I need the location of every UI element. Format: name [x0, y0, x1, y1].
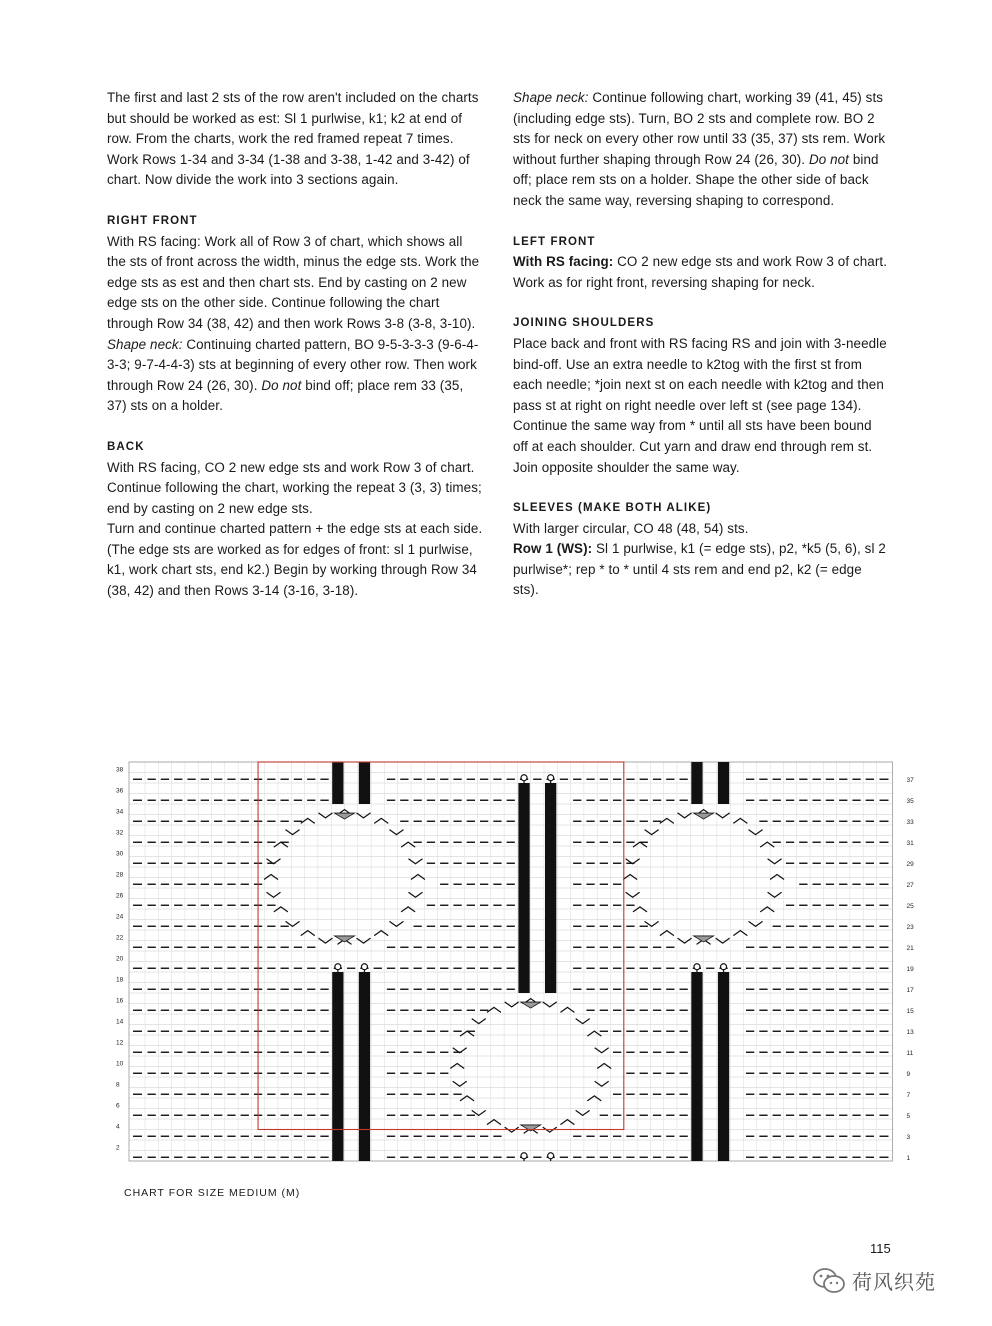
row-number-right: 15	[906, 1008, 914, 1015]
cross-stitch-symbol	[487, 1120, 501, 1125]
row-number-left: 8	[116, 1081, 120, 1089]
slip-stitch-bar	[332, 762, 343, 804]
right-front-neck-paragraph	[107, 335, 483, 417]
left-row-numbers	[116, 767, 124, 1152]
left-front-section	[513, 232, 889, 294]
right-column	[513, 88, 889, 601]
row-number-right: 23	[906, 924, 914, 931]
row-number-right: 7	[906, 1092, 911, 1099]
cross-stitch-symbol	[374, 818, 388, 823]
row-number-left: 28	[116, 871, 124, 879]
cross-stitch-symbol	[411, 875, 425, 880]
yarn-over-symbol	[694, 964, 700, 970]
row-number-left: 34	[116, 808, 124, 816]
cross-stitch-symbol	[389, 921, 403, 926]
cross-stitch-symbol	[660, 931, 674, 936]
cross-stitch-symbol	[749, 921, 763, 926]
back-paragraph-2: Turn and continue charted pattern + the edge sts at each side. (The edge sts are worked as for edges of front: sl 1 purlwise, k1, work chart sts, end k2.) Begin by working through Row 34 (38, 42) and then Rows 3-14 (3-16, 3-18).	[107, 521, 483, 599]
wechat-icon	[812, 1267, 846, 1295]
cross-stitch-symbol	[274, 907, 288, 912]
cross-stitch-symbol	[768, 859, 782, 864]
do-not-text: Do not	[261, 377, 302, 393]
row-number-left: 26	[116, 892, 124, 900]
do-not-text: Do not	[808, 151, 850, 167]
cross-stitch-symbol	[408, 892, 422, 897]
yarn-over-symbol	[521, 1153, 527, 1159]
row-number-left: 22	[116, 934, 124, 942]
cross-stitch-symbol	[264, 875, 278, 880]
row-1-text: Sl 1 purlwise, k1 (= edge sts), p2, *k5 (5, 6), sl 2 purlwise*; rep * to * until 4 sts rem and end p2, k2 (= edge sts).	[513, 541, 886, 598]
row-number-right: 27	[906, 882, 914, 889]
decrease-symbol	[694, 936, 714, 942]
cross-stitch-symbol	[401, 842, 415, 847]
cross-stitch-symbol	[389, 830, 403, 835]
decrease-symbol	[335, 936, 355, 942]
back-neck-text-b: bind off; place rem sts on a holder. Shape the other side of back neck the same way, reversing shaping to correspond.	[513, 151, 879, 208]
knitting-chart	[112, 756, 914, 1168]
row-number-right: 31	[906, 840, 914, 847]
row-number-right: 3	[906, 1134, 911, 1141]
back-neck-paragraph	[513, 88, 889, 212]
cross-stitch-symbol	[357, 813, 371, 818]
row-number-left: 16	[116, 997, 124, 1005]
slip-stitch-bar	[359, 972, 370, 1161]
cross-stitch-symbol	[543, 1002, 557, 1007]
row-number-left: 6	[116, 1102, 120, 1110]
yarn-over-symbol	[361, 964, 367, 970]
decrease-symbol	[521, 1002, 541, 1008]
slip-stitch-bar	[332, 972, 343, 1161]
left-front-heading: LEFT FRONT	[513, 235, 596, 248]
slip-stitch-bar	[518, 783, 529, 993]
row-number-left: 18	[116, 976, 124, 984]
joining-shoulders-paragraph: Place back and front with RS facing RS and join with 3-needle bind-off. Use an extra needle to k2tog with the first st from each needle; *join next st on each needle with k2tog and then pass st at right on right needle over left st (see page 134). Continue the same way from * until all sts have been bound off at each shoulder. Cut yarn and draw end through rem st. Join opposite shoulder the same way.	[513, 335, 887, 475]
watermark-text: 荷风织苑	[852, 1272, 936, 1294]
row-number-right: 17	[906, 987, 914, 994]
row-number-right: 37	[906, 777, 914, 784]
row-number-left: 36	[116, 787, 124, 795]
joining-shoulders-section	[513, 313, 889, 478]
cross-stitch-symbol	[472, 1019, 486, 1024]
row-number-right: 1	[906, 1155, 911, 1162]
left-front-text: CO 2 new edge sts and work Row 3 of chart. Work as for right front, reversing shaping for neck.	[513, 254, 888, 290]
sleeves-heading: SLEEVES (MAKE BOTH ALIKE)	[513, 502, 712, 515]
cross-stitch-symbol	[733, 818, 747, 823]
row-number-left: 38	[116, 766, 124, 774]
right-row-numbers	[907, 777, 915, 1162]
left-front-paragraph	[513, 252, 889, 293]
cross-stitch-symbol	[597, 1064, 611, 1069]
cross-stitch-symbol	[560, 1120, 574, 1125]
watermark	[812, 1266, 936, 1295]
cross-stitch-symbol	[595, 1048, 609, 1053]
row-number-right: 21	[906, 945, 914, 952]
cross-stitch-symbol	[716, 813, 730, 818]
cross-stitch-symbol	[460, 1096, 474, 1101]
back-section	[107, 437, 483, 602]
row-number-left: 24	[116, 913, 124, 921]
slip-stitch-bar	[718, 762, 729, 804]
right-front-section	[107, 211, 483, 417]
shape-neck-label: Shape neck:	[107, 336, 183, 352]
neck-text-b: bind off; place rem 33 (35, 37) sts on a holder.	[107, 377, 464, 414]
right-front-paragraph: With RS facing: Work all of Row 3 of chart, which shows all the sts of front across the width, minus the edge sts. Work the edge sts as est and then chart sts. End by casting on 2 new edge sts on the other side. Continue following the chart through Row 34 (38, 42) and then work Rows 3-8 (3-8, 3-10).	[107, 233, 480, 331]
cross-stitch-symbol	[450, 1064, 464, 1069]
cross-stitch-symbol	[401, 907, 415, 912]
chart-caption: CHART FOR SIZE MEDIUM (M)	[124, 1187, 301, 1199]
sleeves-section	[513, 498, 889, 601]
cross-stitch-symbol	[301, 818, 315, 823]
slip-stitch-bar	[545, 783, 556, 993]
decrease-symbol	[694, 813, 714, 819]
page-number: 115	[870, 1241, 891, 1256]
row-number-right: 13	[906, 1029, 914, 1036]
shape-neck-label: Shape neck:	[513, 90, 589, 105]
row-number-left: 30	[116, 850, 124, 858]
slip-stitch-bar	[359, 762, 370, 804]
slip-stitch-bar	[691, 762, 702, 804]
neck-text-a: Continuing charted pattern, BO 9-5-3-3-3 (9-6-4-3-3; 9-7-4-4-3) sts at beginning of every other row. Then work through Row 24 (26, 30).	[107, 336, 479, 393]
red-repeat-frame	[258, 762, 624, 1130]
back-neck-text-a: Continue following chart, working 39 (41, 45) sts (including edge sts). Turn, BO 2 sts and complete row. BO 2 sts for neck on every other row until 33 (35, 37) sts rem. Work without further shaping through Row 24 (26, 30).	[513, 90, 886, 167]
row-number-right: 9	[906, 1071, 911, 1078]
row-1-label: Row 1 (WS):	[513, 541, 593, 557]
cross-stitch-symbol	[733, 931, 747, 936]
cross-stitch-symbol	[286, 830, 300, 835]
cross-stitch-symbol	[487, 1007, 501, 1012]
cross-stitch-symbol	[453, 1081, 467, 1086]
rs-facing-label: With RS facing:	[513, 254, 614, 270]
cross-stitch-symbol	[678, 813, 692, 818]
cross-stitch-symbol	[623, 875, 637, 880]
row-number-left: 14	[116, 1018, 124, 1026]
cross-stitch-symbol	[645, 830, 659, 835]
cross-stitch-symbol	[595, 1081, 609, 1086]
row-number-right: 19	[906, 966, 914, 973]
cross-stitch-symbol	[626, 892, 640, 897]
row-number-right: 35	[906, 798, 914, 805]
cross-stitch-symbol	[576, 1110, 590, 1115]
row-number-right: 11	[906, 1050, 914, 1057]
cross-stitch-symbol	[576, 1019, 590, 1024]
cross-stitch-symbol	[760, 842, 774, 847]
yarn-over-symbol	[521, 775, 527, 781]
back-heading: BACK	[107, 440, 145, 453]
cross-stitch-symbol	[660, 818, 674, 823]
row-number-left: 12	[116, 1039, 124, 1047]
row-number-right: 33	[906, 819, 914, 826]
cross-stitch-symbol	[768, 892, 782, 897]
cross-stitch-symbol	[587, 1031, 601, 1036]
row-number-right: 25	[906, 903, 914, 910]
row-number-left: 4	[116, 1123, 120, 1131]
row-number-left: 10	[116, 1060, 124, 1068]
cross-stitch-symbol	[560, 1007, 574, 1012]
sleeves-paragraph: With larger circular, CO 48 (48, 54) sts.	[513, 520, 749, 536]
decrease-symbol	[335, 813, 355, 819]
intro-paragraph: The first and last 2 sts of the row aren't included on the charts but should be worked as est: Sl 1 purlwise, k1; k2 at end of row. From the charts, work the red framed repeat 7 times. Work Rows 1-34 and 3-34 (1-38 and 3-38, 1-42 and 3-42) of chart. Now divide the work into 3 sections again.	[107, 90, 479, 188]
cross-stitch-symbol	[633, 907, 647, 912]
cross-stitch-symbol	[505, 1002, 519, 1007]
cross-stitch-symbol	[374, 931, 388, 936]
cross-stitch-symbol	[267, 892, 281, 897]
joining-shoulders-heading: JOINING SHOULDERS	[513, 317, 655, 330]
yarn-over-symbol	[721, 964, 727, 970]
row-number-right: 29	[906, 861, 914, 868]
slip-stitch-bar	[691, 972, 702, 1161]
left-column	[107, 88, 483, 602]
row-number-left: 32	[116, 829, 124, 837]
sleeves-row-paragraph	[513, 539, 889, 601]
right-front-heading: RIGHT FRONT	[107, 214, 198, 227]
slip-stitch-bar	[718, 972, 729, 1161]
row-number-left: 20	[116, 955, 124, 963]
row-number-left: 2	[116, 1144, 120, 1152]
yarn-over-symbol	[548, 775, 554, 781]
cross-stitch-symbol	[318, 813, 332, 818]
cross-stitch-symbol	[770, 875, 784, 880]
row-number-right: 5	[906, 1113, 911, 1120]
cross-stitch-symbol	[408, 859, 422, 864]
cross-stitch-symbol	[749, 830, 763, 835]
repeat-frame	[258, 762, 624, 1130]
yarn-over-symbol	[548, 1153, 554, 1159]
cross-stitch-symbol	[587, 1096, 601, 1101]
yarn-over-symbol	[335, 964, 341, 970]
cross-stitch-symbol	[760, 907, 774, 912]
back-paragraph-1: With RS facing, CO 2 new edge sts and work Row 3 of chart. Continue following the chart, working the repeat 3 (3, 3) times; end by casting on 2 new edge sts.	[107, 459, 482, 516]
cross-stitch-symbol	[301, 931, 315, 936]
